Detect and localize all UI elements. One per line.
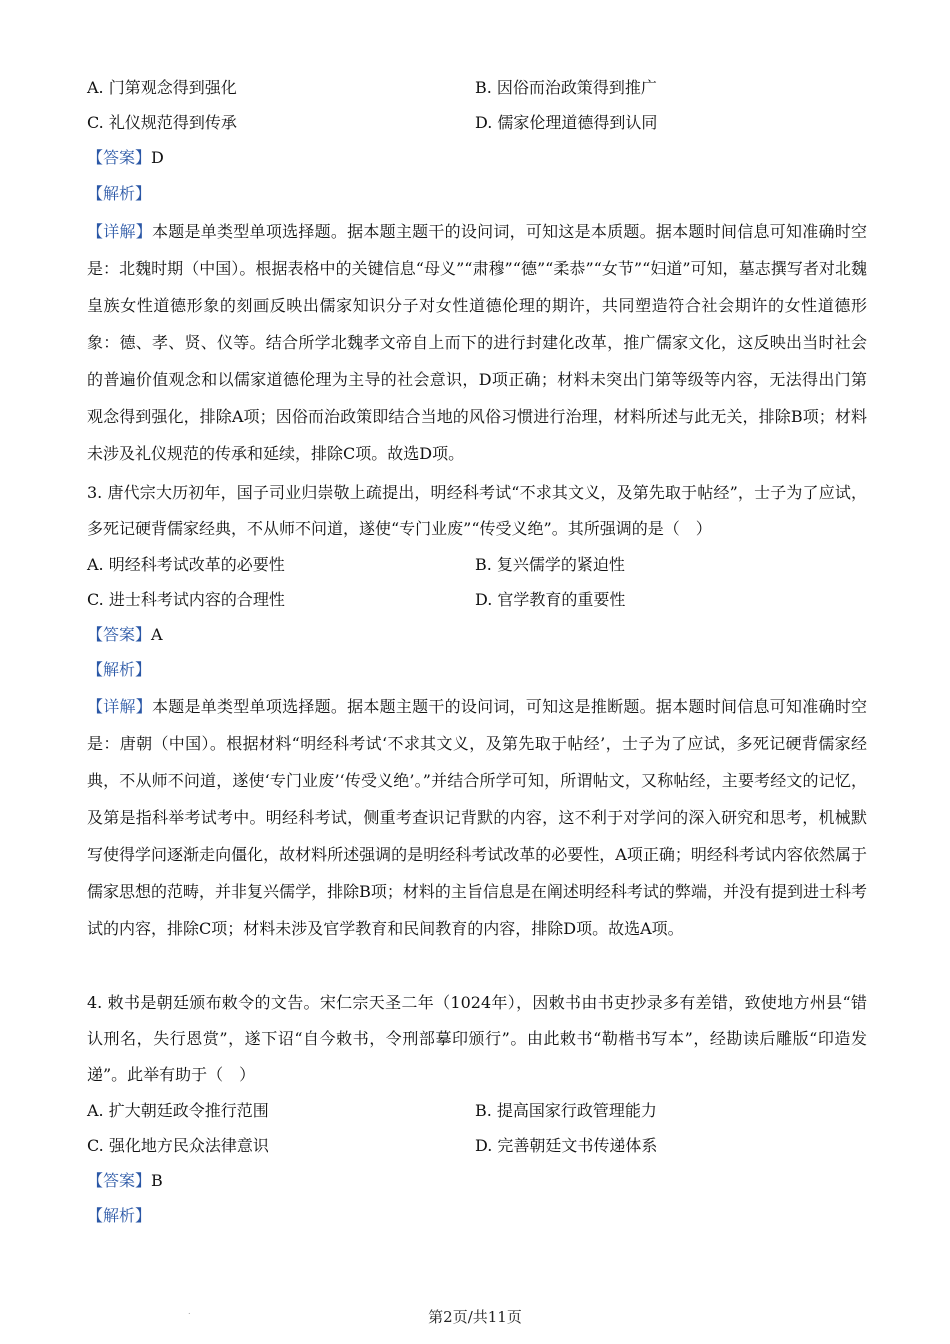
q4-option-c: C. 强化地方民众法律意识 xyxy=(87,1135,269,1155)
q2-option-d: D. 儒家伦理道德得到认同 xyxy=(475,113,658,133)
q4-analysis xyxy=(87,1198,867,1233)
q2-option-a: A. 门第观念得到强化 xyxy=(87,78,237,97)
detail-text: 本题是单类型单项选择题。据本题主题干的设问词，可知这是推断题。据本题时间信息可知准确时空是：唐朝（中国）。根据材料“明经科考试‘不求其文义，及第先取于帖经’，士子为了应试，多死记硬背儒家经典，不从师不问道，遂使‘专门业废’‘传受义绝’。”并结合所学可知，所谓帖文，又称帖经，主要考经文的记忆，及第是指科举考试考中。明经科考试，侧重考查识记背默的内容，这不利于对学问的深入研究和思考，机械默写使得学问逐渐走向僵化，故材料所述强调的是明经科考试改革的必要性，A项正确；明经科考试内容依然属于儒家思想的范畴，并非复兴儒学，排除B项；材料的主旨信息是在阐述明经科考试的弊端，并没有提到进士科考试的内容，排除C项；材料未涉及官学教育和民间教育的内容，排除D项。故选A项。 xyxy=(87,696,867,938)
q3-stem: 3. 唐代宗大历初年，国子司业归崇敬上疏提出，明经科考试“不求其文义，及第先取于帖经”，士子为了应试，多死记硬背儒家经典，不从师不问道，遂使“专门业废”“传受义绝”。其所强调的是（ ） xyxy=(87,482,867,538)
q2-options-row-1 xyxy=(87,70,867,105)
answer-tag: 【答案】 xyxy=(87,1170,152,1190)
q3-option-c: C. 进士科考试内容的合理性 xyxy=(87,589,285,609)
q3-analysis xyxy=(87,652,867,687)
q4-stem: 4. 敕书是朝廷颁布敕令的文告。宋仁宗天圣二年（1024年），因敕书由书吏抄录多有差错，致使地方州县“错认刑名，失行恩赏”，遂下诏“自今敕书，令刑部摹印颁行”。由此敕书“勒楷书写本”，经勘读后雕版“印造发递”。此举有助于（ ） xyxy=(87,992,867,1084)
answer-tag: 【答案】 xyxy=(87,148,152,168)
q4-option-a: A. 扩大朝廷政令推行范围 xyxy=(87,1100,269,1120)
analysis-tag: 【解析】 xyxy=(87,1206,152,1226)
q2-detail xyxy=(87,213,867,475)
q4-option-b: B. 提高国家行政管理能力 xyxy=(475,1100,657,1120)
analysis-tag: 【解析】 xyxy=(87,183,152,203)
detail-text: 本题是单类型单项选择题。据本题主题干的设问词，可知这是本质题。据本题时间信息可知准确时空是：北魏时期（中国）。根据表格中的关键信息“母义”“肃穆”“德”“柔恭”“女节”“妇道”可知，墓志撰写者对北魏皇族女性道德形象的刻画反映出儒家知识分子对女性道德伦理的期许，共同塑造符合社会期许的女性道德形象：德、孝、贤、仪等。结合所学北魏孝文帝自上而下的进行封建化改革，推广儒家文化，这反映出当时社会的普遍价值观念和以儒家道德伦理为主导的社会意识，D项正确；材料未突出门第等级等内容，无法得出门第观念得到强化，排除A项；因俗而治政策即结合当地的风俗习惯进行治理，材料所述与此无关，排除B项；材料未涉及礼仪规范的传承和延续，排除C项。故选D项。 xyxy=(87,221,867,463)
analysis-tag: 【解析】 xyxy=(87,660,152,680)
q3-options-row-2 xyxy=(87,582,867,617)
detail-tag: 【详解】 xyxy=(87,696,153,716)
answer-value: D xyxy=(151,148,164,168)
answer-value: A xyxy=(151,625,163,645)
q2-option-b: B. 因俗而治政策得到推广 xyxy=(475,78,657,97)
q3-options-row-1 xyxy=(87,547,867,582)
q4-option-d: D. 完善朝廷文书传递体系 xyxy=(475,1135,658,1155)
page-content xyxy=(87,70,867,1233)
q3-option-a: A. 明经科考试改革的必要性 xyxy=(87,554,285,574)
scan-speck: . xyxy=(188,1307,191,1316)
q4-options-row-2 xyxy=(87,1128,867,1163)
answer-value: B xyxy=(151,1170,163,1190)
q3-detail xyxy=(87,688,867,985)
page-footer: 第2页/共11页 xyxy=(428,1308,522,1326)
q4-options-row-1 xyxy=(87,1093,867,1128)
q2-option-c: C. 礼仪规范得到传承 xyxy=(87,113,237,133)
q4-answer xyxy=(87,1163,867,1198)
detail-tag: 【详解】 xyxy=(87,221,153,241)
answer-tag: 【答案】 xyxy=(87,625,152,645)
q2-options-row-2 xyxy=(87,105,867,140)
q2-answer xyxy=(87,140,867,175)
q3-option-d: D. 官学教育的重要性 xyxy=(475,589,626,609)
q2-analysis xyxy=(87,176,867,211)
q3-option-b: B. 复兴儒学的紧迫性 xyxy=(475,554,625,574)
q3-answer xyxy=(87,617,867,652)
